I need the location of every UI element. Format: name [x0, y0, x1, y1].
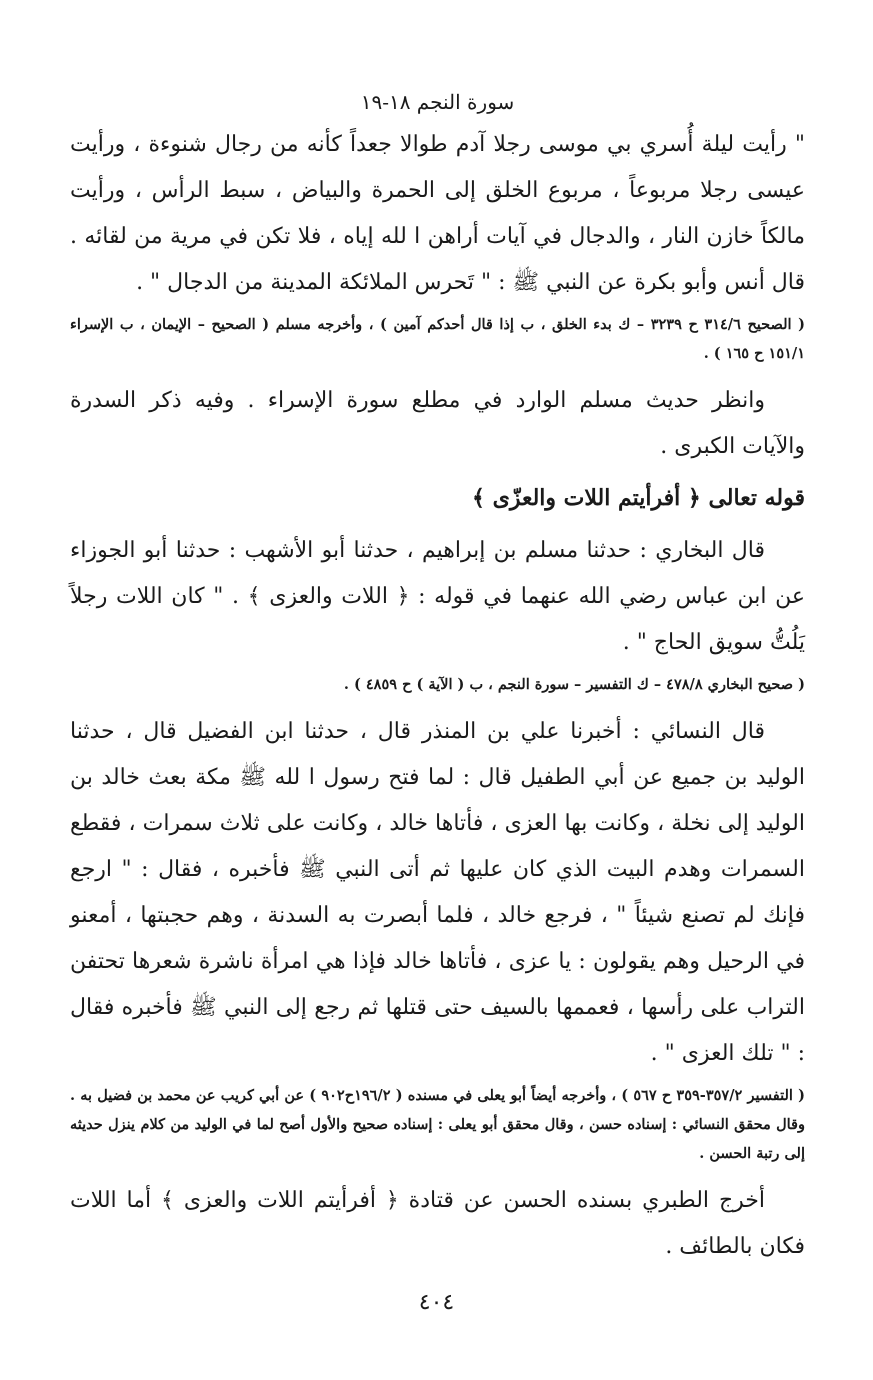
- nasai-uzza-paragraph: قال النسائي : أخبرنا علي بن المنذر قال ، حدثنا ابن الفضيل قال ، حدثنا الوليد بن جميع عن أبي الطفيل قال : لما فتح رسول ا لله ﷺ مكة بعث خالد بن الوليد إلى نخلة ، وكانت بها العزى ، فأتاها خالد ، وكانت على ثلاث سمرات ، فقطع السمرات وهدم البيت الذي كان عليها ثم أتى النبي ﷺ فأخبره ، فقال : " ارجع فإنك لم تصنع شيئاً " ، فرجع خالد ، فلما أبصرت به السدنة ، وهم حجبتها ، أمعنو في الرحيل وهم يقولون : يا عزى ، فأتاها خالد فإذا هي امرأة ناشرة شعرها تحتفن التراب على رأسها ، فعممها بالسيف حتى قتلها ثم رجع إلى النبي ﷺ فأخبره فقال : " تلك العزى " .: [70, 719, 805, 1066]
- page-body: [70, 88, 805, 1270]
- footnote-sahih-bukhari-tafsir: ( صحيح البخاري ٤٧٨/٨ – ك التفسير – سورة النجم ، ب ( الآية ) ح ٤٨٥٩ ) .: [343, 676, 805, 693]
- footnote-nasai-tafsir: ( التفسير ٣٥٧/٢-٣٥٩ ح ٥٦٧ ) ، وأخرجه أيضاً أبو يعلى في مسنده ( ١٩٦/٢ح٩٠٢ ) عن أبي كريب عن محمد بن فضيل به . وقال محقق النسائي : إسناده حسن ، وقال محقق أبو يعلى : إسناده صحيح والأول أصح لما في الوليد من كلام ينزل حديثه إلى رتبة الحسن .: [70, 1087, 805, 1162]
- see-muslim-paragraph: وانظر حديث مسلم الوارد في مطلع سورة الإسراء . وفيه ذكر السدرة والآيات الكبرى .: [70, 388, 805, 459]
- bukhari-allat-paragraph: قال البخاري : حدثنا مسلم بن إبراهيم ، حدثنا أبو الأشهب : حدثنا أبو الجوزاء عن ابن عباس رضي الله عنهما في قوله : ﴿ اللات والعزى ﴾ . " كان اللات رجلاً يَلُتُّ سويق الحاج " .: [70, 538, 805, 655]
- section-heading-allat-uzza: قوله تعالى ﴿ أفرأيتم اللات والعزّى ﴾: [472, 485, 805, 511]
- hadith-isra-paragraph: " رأيت ليلة أُسري بي موسى رجلا آدم طوالا جعداً كأنه من رجال شنوءة ، ورأيت عيسى رجلا مربوعاً ، مربوع الخلق إلى الحمرة والبياض ، سبط الرأس ، ورأيت مالكاً خازن النار ، والدجال في آيات أراهن ا لله إياه ، فلا تكن في مرية من لقائه . قال أنس وأبو بكرة عن النبي ﷺ : " تَحرس الملائكة المدينة من الدجال " .: [70, 132, 805, 295]
- page-number: ٤٠٤: [418, 1290, 455, 1315]
- footnote-sahih-bukhari-muslim: ( الصحيح ٣١٤/٦ ح ٣٢٣٩ – ك بدء الخلق ، ب إذا قال أحدكم آمين ) ، وأخرجه مسلم ( الصحيح – الإيمان ، ب الإسراء ١٥١/١ ح ١٦٥ ) .: [70, 316, 805, 362]
- tabari-qatada-paragraph: أخرج الطبري بسنده الحسن عن قتادة ﴿ أفرأيتم اللات والعزى ﴾ أما اللات فكان بالطائف .: [70, 1188, 805, 1259]
- running-header: سورة النجم ١٨-١٩: [360, 90, 515, 114]
